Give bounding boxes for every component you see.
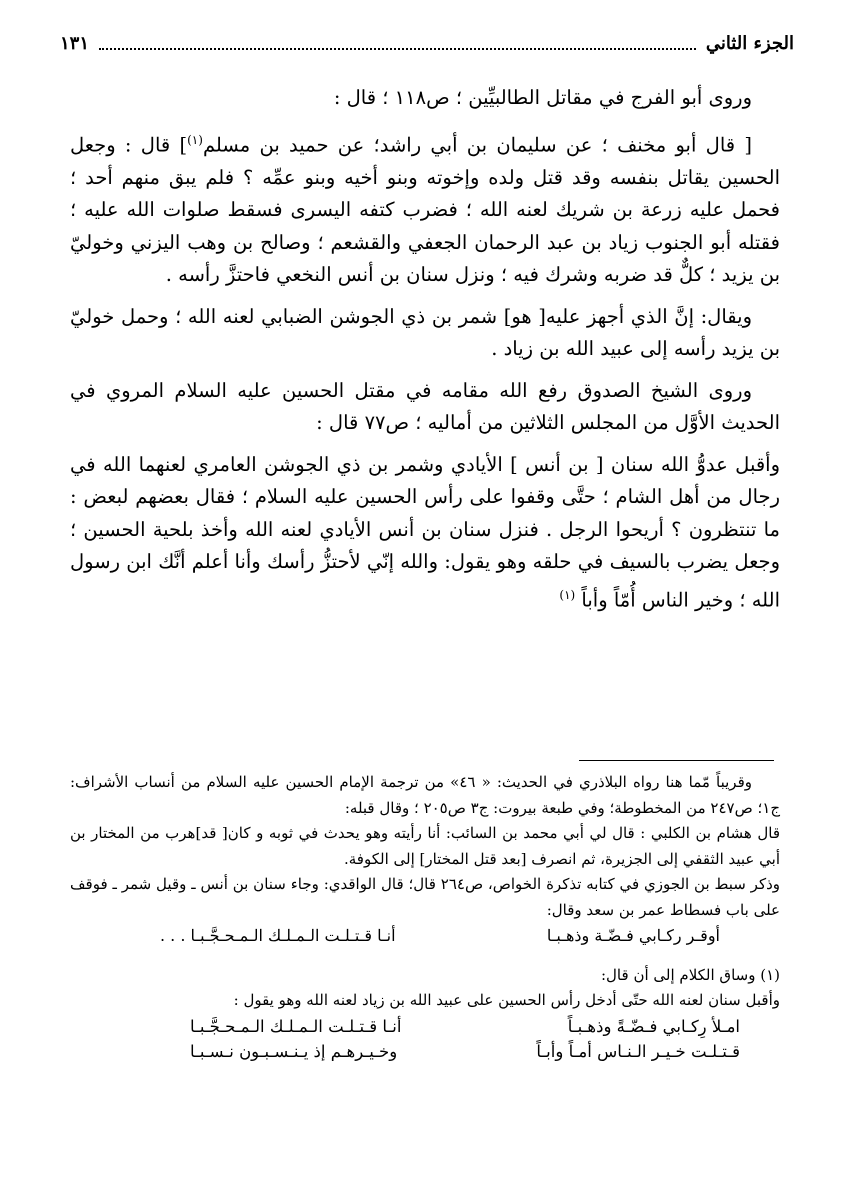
- footnote-1: وقريباً مّما هنا رواه البلاذري في الحديث: « ٤٦» من ترجمة الإمام الحسين عليه السلام من أنساب الأشراف: ج١؛ ص٢٤٧ من المخطوطة؛ وفي طبعة بيروت: ج٣ ص٢٠٥ ؛ وقال قبله:: [70, 773, 780, 817]
- verse-hemistich-left: أنـا قـتـلـت الـمـلـك الـمـحـجَّـبـا . . .: [160, 926, 396, 945]
- verse-hemistich-right: امـلأ رِكـابي فـضّـةً وذهـبـاً: [567, 1016, 740, 1036]
- verse-line-2: [70, 1014, 780, 1040]
- footnote-2: قال هشام بن الكلبي : قال لي أبي محمد بن السائب: أنا رأيته وهو يحدث في ثوبه و كان[ قد]هرب من المختار بن أبي عبيد الثقفي إلى الجزيرة، ثم انصرف [بعد قتل المختار] إلى الكوفة.: [70, 824, 780, 868]
- verse-hemistich-right: قـتـلـت خـيـر الـنـاس أمـاً وأبـاً: [536, 1042, 740, 1061]
- footnotes: [70, 770, 780, 1065]
- running-title: الجزء الثاني: [705, 32, 794, 54]
- verse-line-3: [70, 1039, 780, 1065]
- main-text: [70, 82, 780, 626]
- paragraph-2-part-b: ] قال : وجعل الحسين يقاتل بنفسه وقد قتل ولده وإخوته وبنو أخيه وبنو عمِّه ؟ فلم يبق منهم أحد ؛ فحمل عليه زرعة بن شريك لعنه الله ؛ فضرب كتفه اليسرى فسقط صلوات الله عليه ؛ فقتله أبو الجنوب زياد بن عبد الرحمان الجعفي والقشعم ؛ وصالح بن وهب اليزني وخوليّ بن يزيد ؛ كلٌّ قد ضربه وشرك فيه ؛ ونزل سنان بن أنس النخعي فاحتزَّ رأسه .: [70, 133, 780, 286]
- page-header: [60, 28, 794, 58]
- paragraph-5: [70, 449, 780, 617]
- footnote-ref: (١): [187, 132, 203, 147]
- verse-hemistich-left: وخـيـرهـم إذ يـنـسـبـون نـسـبـا: [190, 1042, 398, 1061]
- paragraph-4: وروى الشيخ الصدوق رفع الله مقامه في مقتل الحسين عليه السلام المروي في الحديث الأوَّل من المجلس الثلاثين من أماليه ؛ ص٧٧ قال :: [70, 378, 780, 434]
- paragraph-2: [70, 124, 780, 292]
- footnote-3: وذكر سبط بن الجوزي في كتابه تذكرة الخواص، ص٢٦٤ قال؛ قال الواقدي: وجاء سنان بن أنس ـ وقيل شمر ـ فوقف على باب فسطاط عمر بن سعد وقال:: [70, 875, 781, 919]
- paragraph-5-text: وأقبل عدوُّ الله سنان [ بن أنس ] الأيادي وشمر بن ذي الجوشن العامري لعنهما الله في رجال من أهل الشام ؛ حتَّى وقفوا على رأس الحسين عليه السلام ؛ فقال بعضهم لبعض : ما تنتظرون ؟ أريحوا الرجل . فنزل سنان بن أنس الأيادي لعنه الله وأخذ بلحية الحسين ؛ وجعل يضرب بالسيف في حلقه وهو يقول: والله إنّي لأحتزُّ رأسك وأنا أعلم أنَّك ابن رسول الله ؛ وخير الناس أُمّاً وأباً: [70, 452, 780, 611]
- verse-hemistich-right: أوقـر ركـابي فـضّـة وذهـبـا: [546, 926, 720, 945]
- paragraph-1: وروى أبو الفرج في مقاتل الطالبيِّين ؛ ص١١٨ ؛ قال :: [333, 86, 752, 109]
- footnote-4: (١) وساق الكلام إلى أن قال:: [600, 965, 780, 984]
- footnote-divider: [579, 760, 774, 761]
- dotted-leader: [99, 36, 696, 50]
- paragraph-3: ويقال: إنَّ الذي أجهز عليه[ هو] شمر بن ذي الجوشن الضبابي لعنه الله ؛ وحمل خوليّ بن يزيد رأسه إلى عبيد الله بن زياد .: [70, 304, 780, 360]
- paragraph-2-part-a: [ قال أبو مخنف ؛ عن سليمان بن أبي راشد؛ عن حميد بن مسلم: [202, 133, 752, 156]
- footnote-ref: (١): [559, 587, 576, 602]
- footnote-5: وأقبل سنان لعنه الله حتّى أدخل رأس الحسين على عبيد الله بن زياد لعنه الله وهو يقول :: [233, 991, 780, 1009]
- verse-line-1: [70, 923, 780, 949]
- verse-hemistich-left: أنـا قـتـلـت الـمـلـك الـمـحـجَّـبـا: [190, 1016, 402, 1036]
- page-number: ١٣١: [60, 32, 90, 54]
